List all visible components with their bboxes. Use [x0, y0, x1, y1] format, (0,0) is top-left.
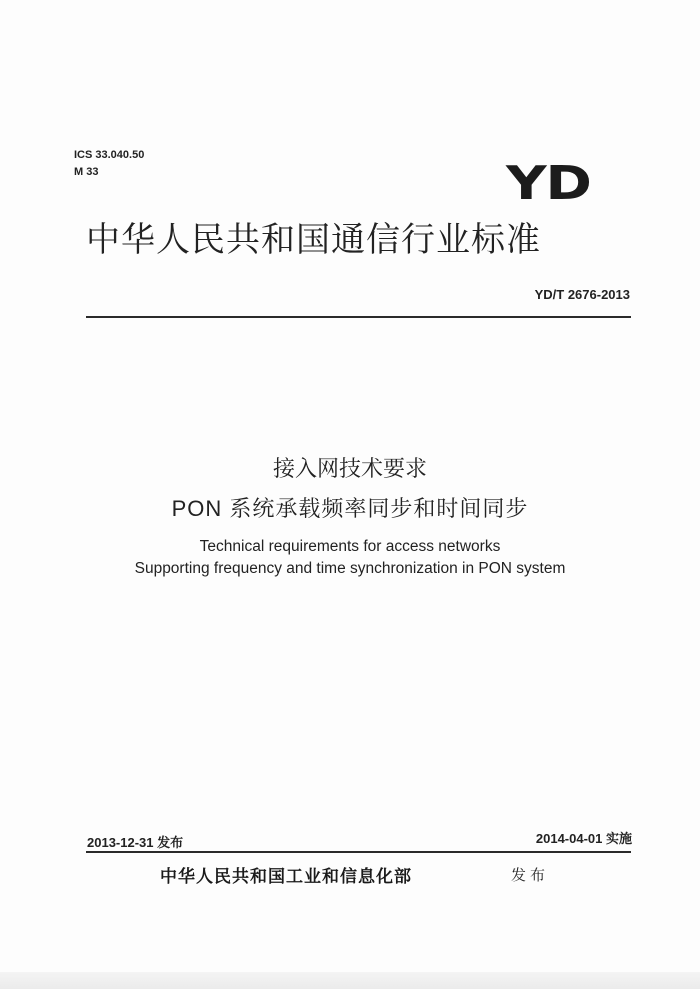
bottom-divider: [86, 851, 631, 853]
document-title-cn-line2: PON 系统承载频率同步和时间同步: [171, 496, 529, 521]
document-title-en-line2: Supporting frequency and time synchronization in PON system: [134, 560, 566, 577]
standard-number: YD/T 2676-2013: [534, 287, 630, 302]
classification-codes: [74, 147, 144, 181]
yd-logo: YD: [506, 156, 591, 210]
implementation-date: 2014-04-01 实施: [535, 831, 632, 846]
publisher-name: 中华人民共和国工业和信息化部: [160, 867, 412, 887]
category-code: M 33: [74, 166, 99, 178]
document-title-en-line1: Technical requirements for access networks: [199, 538, 501, 555]
issue-date: 2013-12-31 发布: [87, 835, 184, 850]
scan-edge-shade: [0, 972, 700, 989]
standard-type-title: 中华人民共和国通信行业标准: [86, 221, 541, 259]
ics-code: ICS 33.040.50: [74, 149, 145, 161]
publish-label: 发布: [511, 867, 550, 884]
top-divider: [86, 316, 631, 318]
document-title-cn-line1: 接入网技术要求: [272, 456, 427, 481]
